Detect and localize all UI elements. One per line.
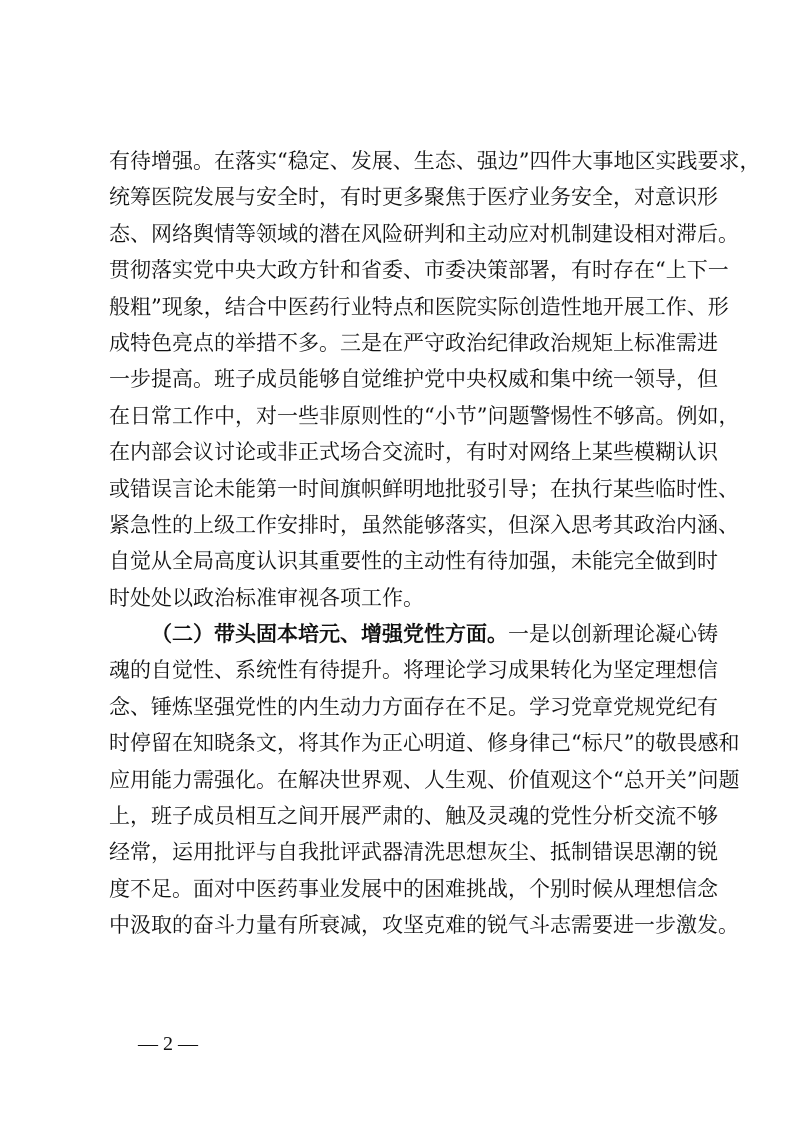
text-line: 有待增强。在落实“稳定、发展、生态、强边”四件大事地区实践要求， xyxy=(109,149,761,173)
text-line: 魂的自觉性、系统性有待提升。将理论学习成果转化为坚定理想信 xyxy=(109,658,718,683)
text-line: 时停留在知晓条文，将其作为正心明道、修身律己“标尺”的敬畏感和 xyxy=(109,731,740,756)
text-line: 般粗”现象，结合中医药行业特点和医院实际创造性地开展工作、形 xyxy=(109,294,729,319)
text-line: 态、网络舆情等领域的潜在风险研判和主动应对机制建设相对滞后。 xyxy=(109,221,739,246)
text-line: 度不足。面对中医药事业发展中的困难挑战，个别时候从理想信念 xyxy=(109,876,718,901)
heading-continuation: 一是以创新理论凝心铸 xyxy=(508,622,718,647)
text-line: 自觉从全局高度认识其重要性的主动性有待加强，未能完全做到时 xyxy=(109,549,718,574)
page-number: — 2 — xyxy=(138,1033,198,1055)
section-heading: （二）带头固本培元、增强党性方面。 xyxy=(151,621,508,647)
text-line: 在内部会议讨论或非正式场合交流时，有时对网络上某些模糊认识 xyxy=(109,440,718,465)
text-line xyxy=(109,616,718,652)
text-line: 应用能力需强化。在解决世界观、人生观、价值观这个“总开关”问题 xyxy=(109,767,740,792)
text-line: 时处处以政治标准审视各项工作。 xyxy=(109,585,424,610)
text-line: 紧急性的上级工作安排时，虽然能够落实，但深入思考其政治内涵、 xyxy=(109,512,739,537)
text-line: 贯彻落实党中央大政方针和省委、市委决策部署，有时存在“上下一 xyxy=(109,258,729,283)
text-line: 中汲取的奋斗力量有所衰减，攻坚克难的锐气斗志需要进一步激发。 xyxy=(109,913,739,938)
document-body xyxy=(109,143,761,944)
text-line: 一步提高。班子成员能够自觉维护党中央权威和集中统一领导，但 xyxy=(109,367,718,392)
text-line: 或错误言论未能第一时间旗帜鲜明地批驳引导；在执行某些临时性、 xyxy=(109,476,739,501)
text-line: 统筹医院发展与安全时，有时更多聚焦于医疗业务安全，对意识形 xyxy=(109,185,718,210)
paragraph-1 xyxy=(109,143,761,616)
text-line: 在日常工作中，对一些非原则性的“小节”问题警惕性不够高。例如， xyxy=(109,403,740,428)
text-line: 经常，运用批评与自我批评武器清洗思想灰尘、抵制错误思潮的锐 xyxy=(109,840,718,865)
text-line: 念、锤炼坚强党性的内生动力方面存在不足。学习党章党规党纪有 xyxy=(109,694,718,719)
text-line: 成特色亮点的举措不多。三是在严守政治纪律政治规矩上标准需进 xyxy=(109,330,718,355)
paragraph-2 xyxy=(109,616,740,944)
text-line: 上，班子成员相互之间开展严肃的、触及灵魂的党性分析交流不够 xyxy=(109,804,718,829)
